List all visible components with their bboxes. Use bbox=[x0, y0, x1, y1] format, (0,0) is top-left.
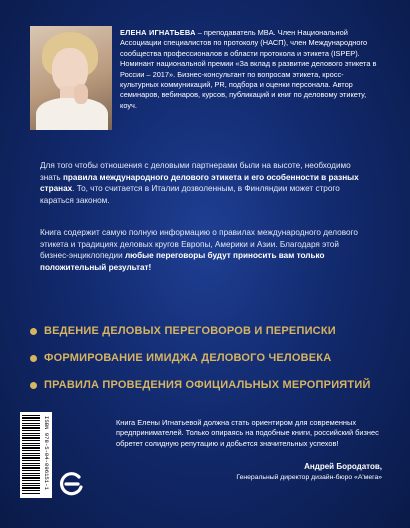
author-bio bbox=[120, 28, 382, 111]
isbn-label: ISBN 978-5-04-096151-1 bbox=[43, 416, 50, 490]
feature-list bbox=[30, 318, 390, 399]
review-author: Андрей Бородатов, bbox=[304, 462, 382, 471]
intro-paragraph: Для того чтобы отношения с деловыми партнерами были на высоте, необходимо знать правила международного делового этикета и его особенности в разных странах. То, что считается в Италии дозволенным, в Финляндии может строго караться законом. bbox=[40, 161, 359, 206]
feature-item: ВЕДЕНИЕ ДЕЛОВЫХ ПЕРЕГОВОРОВ И ПЕРЕПИСКИ bbox=[30, 318, 390, 344]
bullet-dot-icon bbox=[30, 382, 37, 389]
publisher-logo-icon bbox=[58, 470, 86, 498]
content-highlight: любые переговоры будут приносить вам только положительный результат! bbox=[40, 251, 325, 273]
content-paragraph: Книга содержит самую полную информацию о правилах международного делового этикета и традициях деловых кругов Европы, Америки и Азии. Благодаря этой бизнес-энциклопедии любые переговоры будут приносить вам только положительный результат! bbox=[40, 228, 358, 273]
bullet-dot-icon bbox=[30, 328, 37, 335]
feature-item: ПРАВИЛА ПРОВЕДЕНИЯ ОФИЦИАЛЬНЫХ МЕРОПРИЯТИЙ bbox=[30, 372, 390, 398]
barcode-bars bbox=[22, 415, 40, 495]
review-quote: Книга Елены Игнатьевой должна стать ориентиром для современных предпринимателей. Только опираясь на подобные книги, российский бизнес обретет солидную репутацию и добьется значительных успехов! bbox=[116, 418, 379, 448]
author-name: ЕЛЕНА ИГНАТЬЕВА bbox=[120, 28, 196, 37]
author-photo bbox=[30, 26, 112, 130]
intro-highlight: правила международного делового этикета и его особенности в разных странах bbox=[40, 172, 359, 194]
barcode bbox=[20, 412, 52, 498]
feature-item: ФОРМИРОВАНИЕ ИМИДЖА ДЕЛОВОГО ЧЕЛОВЕКА bbox=[30, 345, 390, 371]
review-author-role: Генеральный директор дизайн-бюро «А'мега» bbox=[236, 474, 382, 481]
bullet-dot-icon bbox=[30, 355, 37, 362]
author-description: – преподаватель MBA. Член Национальной Ассоциации специалистов по протоколу (НАСП), член Международного сообщества профессионалов в области протокола и этикета (ISPEP). Номинант национальной премии «За вклад в развитие делового этикета в России – 2017». Бизнес-консультант по вопросам этикета, кросс-культурных коммуникаций, PR, подбора и оценки персонала. Автор семинаров, вебинаров, курсов, публикаций и книг по деловому этикету, коуч. bbox=[120, 28, 377, 110]
